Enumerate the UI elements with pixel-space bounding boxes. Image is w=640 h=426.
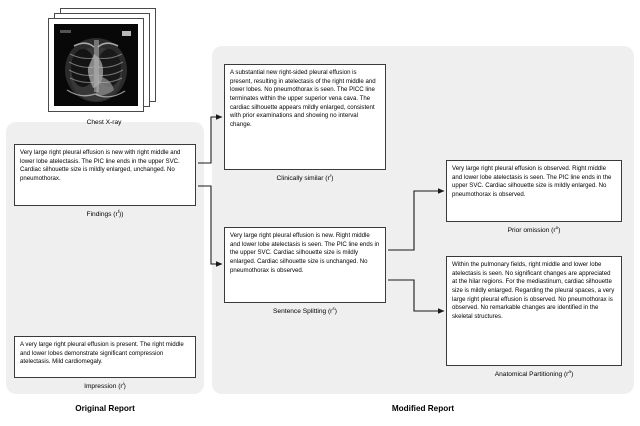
impression-text: A very large right pleural effusion is present. The right middle and lower lobes demonstrate significant compression atelectasis. Mild cardiomegaly. bbox=[20, 341, 184, 366]
modified-report-title: Modified Report bbox=[391, 404, 455, 413]
prior-omission-caption-tail: ) bbox=[558, 227, 561, 235]
prior-omission-caption-label: Prior omission (r bbox=[507, 227, 556, 235]
anatomical-partitioning-caption-sup: a bbox=[568, 370, 572, 375]
findings-box bbox=[14, 144, 196, 206]
impression-caption-tail: ) bbox=[123, 383, 126, 391]
impression-box bbox=[14, 336, 196, 378]
anatomical-partitioning-caption-tail: ) bbox=[571, 371, 574, 379]
findings-caption-label: Findings (r bbox=[86, 211, 118, 219]
findings-caption bbox=[14, 210, 196, 218]
anatomical-partitioning-box bbox=[446, 256, 622, 366]
sentence-splitting-caption-label: Sentence Splitting (r bbox=[273, 308, 333, 316]
original-report-title: Original Report bbox=[75, 404, 135, 413]
sentence-splitting-caption-tail: ) bbox=[334, 308, 337, 316]
clinically-similar-caption-sup: r bbox=[329, 174, 332, 179]
prior-omission-text: Very large right pleural effusion is observed. Right middle and lower lobe atelectasis is seen. The PIC line ends in the upper SVC. Cardiac silhouette size is mildly enlarged. No pneumothorax is observed. bbox=[452, 165, 612, 198]
clinically-similar-caption-tail: ) bbox=[331, 175, 334, 183]
chest-xray-stack bbox=[36, 8, 172, 116]
prior-omission-caption-sup: o bbox=[555, 226, 559, 231]
sentence-splitting-caption-sup: s bbox=[332, 307, 335, 312]
clinically-similar-text: A substantial new right-sided pleural effusion is present, resulting in atelectasis of the right middle and lower lobes. No pneumothorax is seen. The PICC line terminates within the upper superior vena cava. The cardiac silhouette appears mildly enlarged, consistent with prior examinations and showing no interval change. bbox=[230, 69, 376, 128]
sentence-splitting-caption bbox=[224, 307, 386, 315]
sentence-splitting-text: Very large right pleural effusion is new. Right middle and lower lobe atelectasis is seen. The PIC line ends in the upper SVC. Cardiac silhouette size is mildly enlarged. Cardiac silhouette size is unchanged. No pneumothorax is observed. bbox=[230, 232, 380, 274]
chest-xray-caption: Chest X-ray bbox=[86, 119, 122, 126]
anatomical-partitioning-text: Within the pulmonary fields, right middle and lower lobe atelectasis is seen. No significant changes are appreciated at the hilar regions. For the mediastinum, cardiac silhouette size is mildly enlarged. Regarding the pleural spaces, a very large right pleural effusion is observed. No pneumothorax is observed. No remarkable changes are identified in the skeletal structures. bbox=[452, 261, 615, 320]
anatomical-partitioning-caption-label: Anatomical Partitioning (r bbox=[494, 371, 569, 379]
impression-caption-sup: i bbox=[122, 382, 124, 387]
impression-caption bbox=[14, 382, 196, 390]
prior-omission-box bbox=[446, 160, 622, 222]
findings-text: Very large right pleural effusion is new with right middle and lower lobe atelectasis. The PIC line ends in the upper SVC. Cardiac silhouette size is mildly enlarged, unchanged. No pneumothorax. bbox=[20, 149, 181, 182]
clinically-similar-caption-label: Clinically similar (r bbox=[276, 175, 330, 183]
findings-caption-tail: )) bbox=[119, 211, 124, 219]
anatomical-partitioning-caption bbox=[446, 370, 622, 378]
impression-caption-label: Impression (r bbox=[84, 383, 123, 391]
sentence-splitting-box bbox=[224, 227, 386, 303]
findings-caption-sup: f bbox=[117, 210, 120, 215]
clinically-similar-box bbox=[224, 64, 386, 170]
clinically-similar-caption bbox=[224, 174, 386, 182]
chest-xray-image bbox=[54, 24, 138, 106]
prior-omission-caption bbox=[446, 226, 622, 234]
